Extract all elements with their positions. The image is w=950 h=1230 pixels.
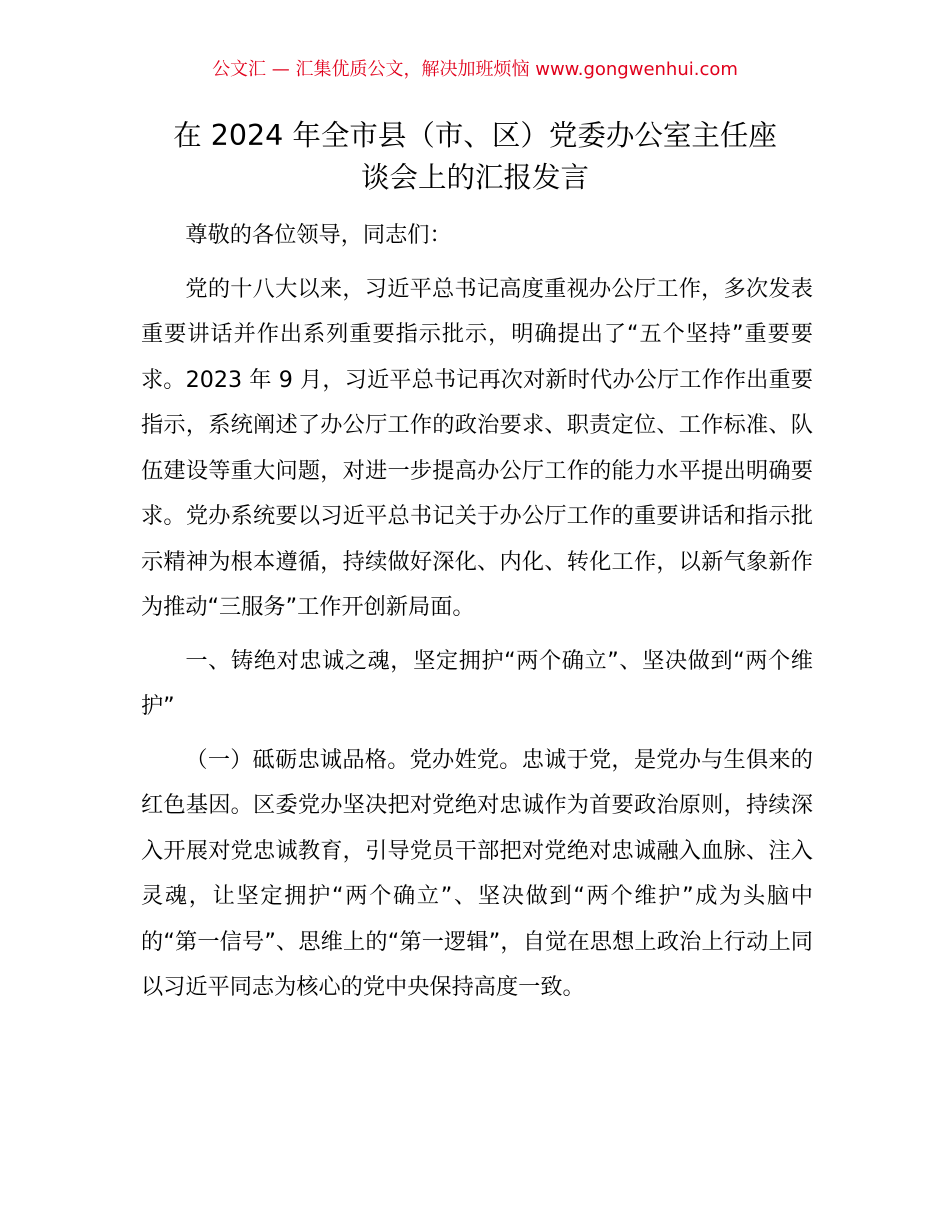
- subsection-paragraph-1: （一）砥砺忠诚品格。党办姓党。忠诚于党，是党办与生俱来的红色基因。区委党办坚决把对党绝对忠诚作为首要政治原则，持续深入开展对党忠诚教育，引导党员干部把对党绝对忠诚融入血脉、注入灵魂，让坚定拥护“两个确立”、坚决做到“两个维护”成为头脑中的“第一信号”、思维上的“第一逻辑”，自觉在思想上政治上行动上同以习近平同志为核心的党中央保持高度一致。: [141, 746, 813, 1000]
- document-body: [141, 213, 813, 1011]
- section-heading-1: 一、铸绝对忠诚之魂，坚定拥护“两个确立”、坚决做到“两个维护”: [141, 647, 813, 719]
- title-line-1: 在 2024 年全市县（市、区）党委办公室主任座: [173, 119, 777, 152]
- document-title: [120, 115, 830, 199]
- site-banner: 公文汇 — 汇集优质公文，解决加班烦恼 www.gongwenhui.com: [212, 59, 738, 80]
- salutation: 尊敬的各位领导，同志们：: [185, 222, 452, 248]
- title-line-2: 谈会上的汇报发言: [360, 161, 589, 194]
- intro-paragraph: 党的十八大以来，习近平总书记高度重视办公厅工作，多次发表重要讲话并作出系列重要指示批示，明确提出了“五个坚持”重要要求。2023 年 9 月，习近平总书记再次对新时代办公厅工作作出重要指示，系统阐述了办公厅工作的政治要求、职责定位、工作标准、队伍建设等重大问题，对进一步提高办公厅工作的能力水平提出明确要求。党办系统要以习近平总书记关于办公厅工作的重要讲话和指示批示精神为根本遵循，持续做好深化、内化、转化工作，以新气象新作为推动“三服务”工作开创新局面。: [141, 275, 813, 620]
